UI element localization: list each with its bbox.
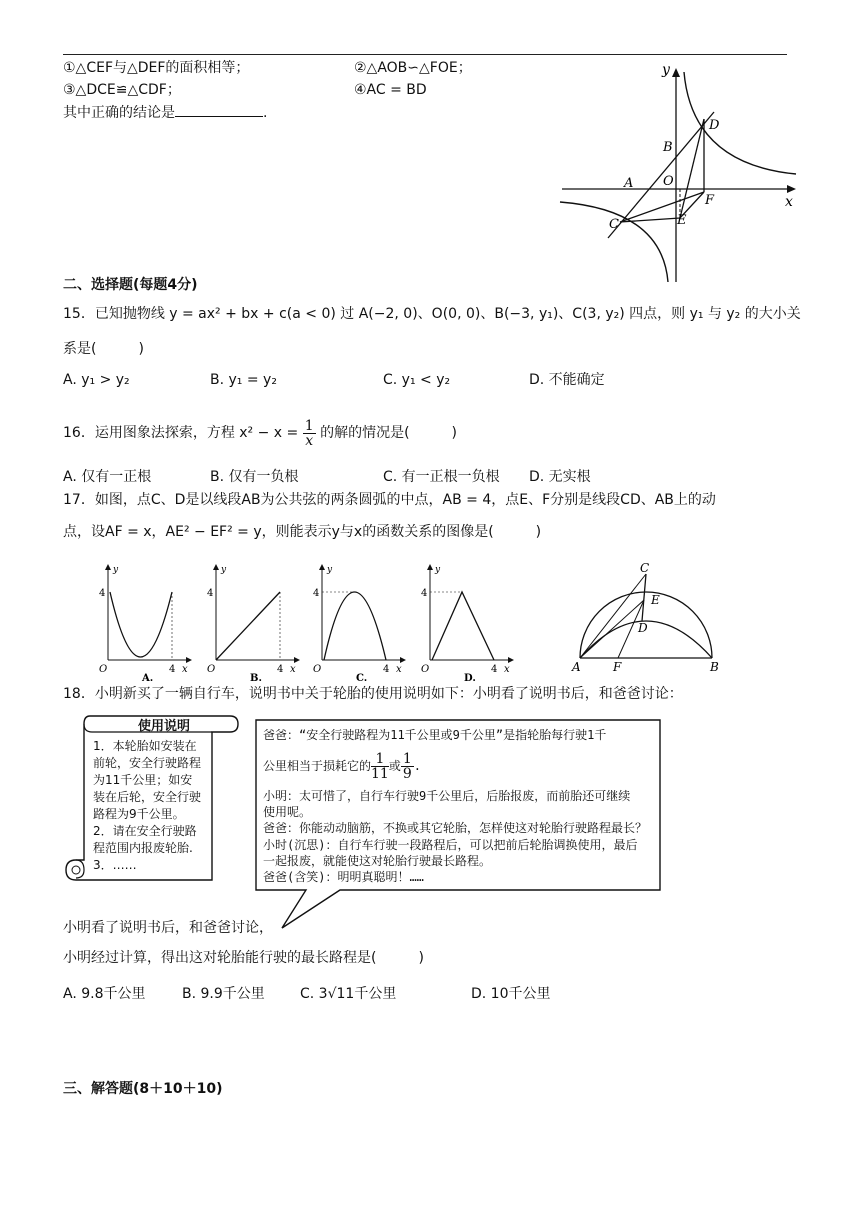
q15-text-line-2: 系是( ) [63, 341, 144, 357]
q18-option-d[interactable]: D. 10千公里 [471, 986, 551, 1002]
graph-label-C: C [609, 217, 619, 232]
manual-line: 2．请在安全行驶路 [93, 824, 197, 838]
q17-arc-figure [568, 560, 728, 674]
q18-intro: 18．小明新买了一辆自行车，说明书中关于轮胎的使用说明如下：小明看了说明书后，和爸爸讨论： [63, 686, 683, 702]
q17-graph-b[interactable] [206, 562, 302, 682]
q17-graph-d[interactable] [420, 562, 516, 682]
q16-option-a[interactable]: A. 仅有一正根 [63, 469, 152, 485]
q16-text-pre: 16．运用图象法探索，方程 x² − x = [63, 425, 299, 441]
graph-a-x: x [182, 664, 188, 675]
frac2-num: 1 [402, 751, 412, 767]
manual-line: 路程为9千公里。 [93, 807, 185, 821]
graph-label-F: F [705, 193, 715, 208]
graph-c-xtick: 4 [383, 664, 390, 675]
graph-d-label: D. [464, 673, 476, 682]
fig-label-E: E [651, 593, 660, 607]
q15-option-a[interactable]: A. y₁ > y₂ [63, 372, 130, 388]
dialog-line-8: 爸爸(含笑)：明明真聪明！…… [263, 870, 424, 884]
q16-frac-den: x [305, 432, 314, 449]
graph-label-x: x [785, 194, 793, 210]
graph-b-four: 4 [207, 588, 214, 599]
q16-frac-num: 1 [304, 417, 314, 434]
q16-text-post: 的解的情况是( ) [320, 425, 458, 441]
graph-d-O: O [421, 664, 430, 675]
fraction-one-eleventh [371, 752, 389, 781]
q17-text-line-1: 17．如图，点C、D是以线段AB为公共弦的两条圆弧的中点，AB = 4，点E、F分别是线段CD、AB上的动 [63, 492, 716, 508]
q18-after-1: 小明看了说明书后，和爸爸讨论， [63, 920, 273, 936]
frac1-den: 11 [371, 766, 389, 782]
graph-a-O: O [99, 664, 108, 675]
q15-option-d[interactable]: D. 不能确定 [529, 372, 605, 388]
q17-graph-c[interactable] [312, 562, 408, 682]
graph-d-xtick: 4 [491, 664, 498, 675]
manual-line: 程范围内报废轮胎. [93, 841, 193, 855]
q17-text-line-2: 点，设AF = x，AE² − EF² = y，则能表示y与x的函数关系的图像是( ) [63, 524, 542, 540]
fraction-one-ninth [401, 752, 414, 781]
dialog-line-7: 一起报废，就能使这对轮胎行驶最长路程。 [263, 854, 492, 868]
q14-statement-4: ④AC = BD [354, 82, 427, 98]
manual-line: 3．…… [93, 858, 137, 872]
dialog-line-2-pre: 公里相当于损耗它的 [263, 759, 372, 773]
fig-label-B: B [710, 660, 719, 674]
graph-b-x: x [290, 664, 296, 675]
q14-prompt: 其中正确的结论是 [63, 105, 175, 121]
q16-fraction [303, 419, 316, 448]
graph-b-xtick: 4 [277, 664, 284, 675]
section-3-title: 三、解答题(8＋10＋10) [63, 1081, 223, 1097]
graph-c-O: O [313, 664, 322, 675]
q17-graph-a[interactable] [98, 562, 194, 682]
graph-b-y: y [221, 565, 227, 575]
q16-option-c[interactable]: C. 有一正根一负根 [383, 469, 500, 485]
fig-label-D: D [638, 621, 648, 635]
frac1-num: 1 [371, 752, 389, 767]
q16-text [63, 416, 457, 450]
graph-d-x: x [504, 664, 510, 675]
dialog-line-6: 小时(沉思)：自行车行驶一段路程后，可以把前后轮胎调换使用，最后 [263, 838, 638, 852]
fig-label-F: F [613, 660, 622, 674]
graph-label-A: A [624, 176, 634, 191]
manual-line: 1．本轮胎如安装在 [93, 739, 197, 753]
q15-option-b[interactable]: B. y₁ = y₂ [210, 372, 277, 388]
graph-label-E: E [677, 213, 687, 228]
graph-c-label: C. [356, 673, 368, 682]
q18-option-b[interactable]: B. 9.9千公里 [182, 986, 265, 1002]
manual-body [93, 738, 201, 874]
q14-statement-3: ③△DCE≌△CDF； [63, 82, 181, 98]
q15-text-line-1: 15．已知抛物线 y = ax² + bx + c(a < 0) 过 A(−2, 0)、O(0, 0)、B(−3, y₁)、C(3, y₂) 四点，则 y₁ 与 y₂ 的大小关 [63, 306, 801, 322]
graph-c-x: x [396, 664, 402, 675]
frac2-den: 9 [402, 766, 412, 782]
manual-title: 使用说明 [138, 719, 191, 734]
q14-prompt-line [63, 102, 267, 123]
graph-a-four: 4 [99, 588, 106, 599]
graph-a-label: A. [142, 673, 154, 682]
graph-label-y: y [662, 62, 670, 78]
graph-label-D: D [709, 118, 720, 133]
graph-d-four: 4 [421, 588, 428, 599]
manual-line: 为11千公里；如安 [93, 773, 193, 787]
dialog-line-4: 使用呢。 [263, 805, 312, 819]
graph-a-y: y [113, 565, 119, 575]
fig-label-C: C [640, 561, 650, 575]
dialog-or: 或 [388, 759, 401, 773]
graph-a-xtick: 4 [169, 664, 176, 675]
graph-label-O: O [663, 174, 674, 189]
graph-label-B: B [663, 140, 673, 155]
graph-d-y: y [435, 565, 441, 575]
q18-after-2: 小明经过计算，得出这对轮胎能行驶的最长路程是( ) [63, 950, 424, 966]
q18-option-a[interactable]: A. 9.8千公里 [63, 986, 146, 1002]
graph-c-y: y [327, 565, 333, 575]
dialog-line-1: 爸爸：“安全行驶路程为11千公里或9千公里”是指轮胎每行驶1千 [263, 728, 607, 742]
q18-option-c[interactable]: C. 3√11千公里 [300, 986, 397, 1002]
top-rule [63, 54, 787, 55]
graph-b-O: O [207, 664, 216, 675]
q16-option-b[interactable]: B. 仅有一负根 [210, 469, 299, 485]
q16-option-d[interactable]: D. 无实根 [529, 469, 591, 485]
dialog-line-3: 小明：太可惜了，自行车行驶9千公里后，后胎报废，而前胎还可继续 [263, 789, 631, 803]
manual-line: 装在后轮，安全行驶 [93, 790, 202, 804]
dialog-line-5: 爸爸：你能动动脑筋，不换或其它轮胎，怎样使这对轮胎行驶路程最长？ [263, 821, 648, 835]
q15-option-c[interactable]: C. y₁ < y₂ [383, 372, 451, 388]
q14-statement-2: ②△AOB∽△FOE； [354, 60, 472, 76]
q14-statement-1: ①△CEF与△DEF的面积相等； [63, 60, 250, 76]
manual-line: 前轮，安全行驶路程 [93, 756, 202, 770]
fig-label-A: A [572, 660, 581, 674]
q14-hyperbola-graph [556, 60, 802, 286]
graph-b-label: B. [250, 673, 262, 682]
q14-end: . [263, 105, 268, 121]
dialog-line-2 [263, 746, 421, 786]
section-2-title: 二、选择题(每题4分) [63, 277, 198, 293]
graph-c-four: 4 [313, 588, 320, 599]
answer-blank[interactable] [175, 102, 263, 117]
dialog-line-2-post: . [413, 759, 422, 773]
